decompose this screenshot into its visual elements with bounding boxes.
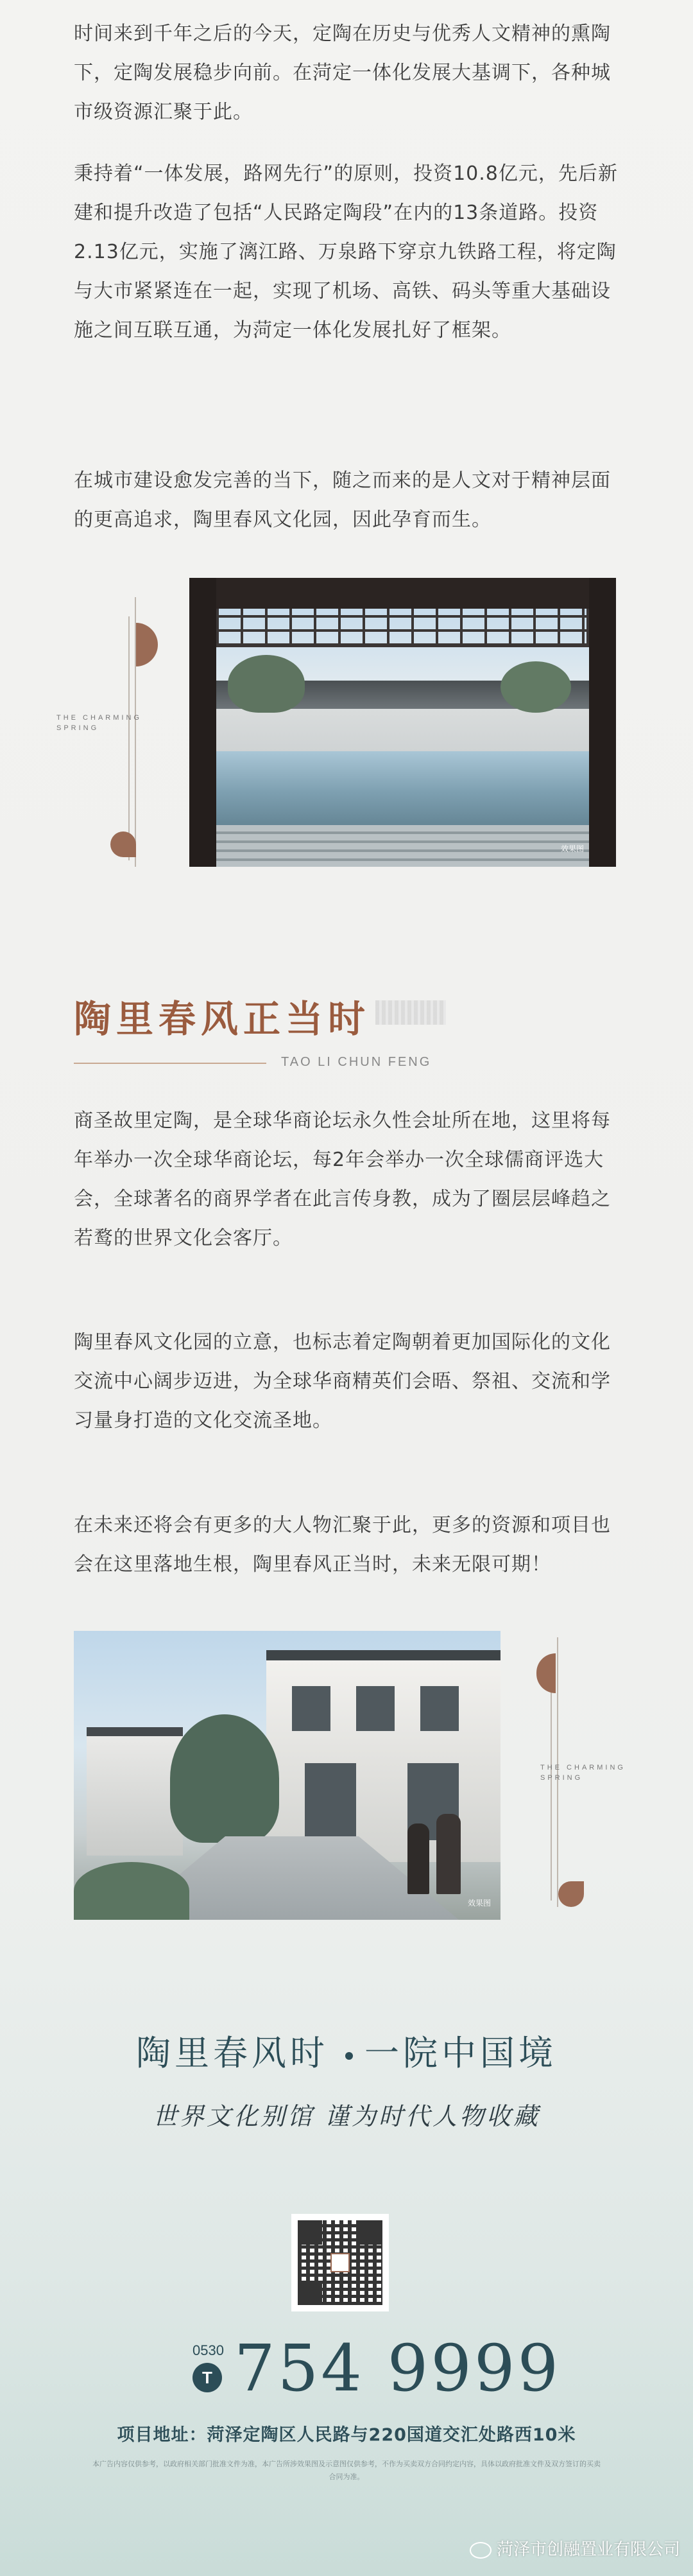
disclaimer: 本广告内容仅供参考，以政府相关部门批准文件为准，本广告所涉效果图及示意图仅供参考，不作为买卖双方合同约定内容，具体以政府批准文件及双方签订的买卖合同为准。 — [92, 2460, 601, 2481]
intro-paragraph-2: 秉持着“一体发展，路网先行”的原则，投资10.8亿元，先后新建和提升改造了包括“人民路定陶段”在内的13条道路。投资2.13亿元，实施了漓江路、万泉路下穿京九铁路工程，将定陶与大市紧紧连在一起，实现了机场、高铁、码头等重大基础设施之间互联互通，为菏定一体化发展扎好了框架。 — [74, 162, 618, 342]
deco-drop — [110, 831, 136, 857]
title-underline — [74, 1063, 266, 1064]
deco-half-circle — [536, 1653, 556, 1693]
image-tag: 效果图 — [560, 844, 584, 853]
wechat-icon — [470, 2542, 492, 2559]
section-paragraph-1: 商圣故里定陶，是全球华商论坛永久性会址所在地，这里将每年举办一次全球华商论坛，每2年会举办一次全球儒商评选大会，全球著名的商界学者在此言传身教，成为了圈层层峰趋之若鹜的世界文化会客厅。 — [74, 1110, 611, 1249]
courtyard-image — [189, 578, 616, 867]
watermark — [470, 2536, 680, 2560]
watermark-text: 菏泽市创融置业有限公司 — [496, 2540, 680, 2559]
phone-icon: T — [193, 2363, 222, 2392]
deco-drop — [558, 1881, 584, 1907]
side-label-1: THE CHARMING SPRING — [56, 714, 142, 732]
tel-number[interactable]: 754 9999 — [234, 2331, 561, 2406]
intro-paragraph-3: 在城市建设愈发完善的当下，随之而来的是人文对于精神层面的更高追求，陶里春风文化园，因此孕育而生。 — [74, 469, 611, 531]
slogan-left: 陶里春风时 — [136, 2033, 329, 2073]
villa-image — [74, 1631, 501, 1920]
side-label-2: THE CHARMING SPRING — [540, 1764, 626, 1782]
slogan-right: 一院中国境 — [364, 2033, 557, 2073]
tel-area-code: 0530 — [193, 2342, 224, 2358]
qr-logo-icon — [330, 2253, 350, 2272]
slogan — [0, 2026, 693, 2075]
section-subtitle: TAO LI CHUN FENG — [281, 1055, 432, 1069]
script-tagline: 世界文化别馆 谨为时代人物收藏 — [152, 2102, 541, 2130]
qr-code[interactable] — [291, 2214, 389, 2311]
slogan-dot — [345, 2052, 353, 2060]
deco-half-circle — [136, 623, 158, 666]
section-title: 陶里春风正当时 — [74, 997, 371, 1041]
project-address: 项目地址：菏泽定陶区人民路与220国道交汇处路西10米 — [117, 2425, 576, 2445]
image-tag: 效果图 — [467, 1899, 491, 1908]
section-paragraph-3: 在未来还将会有更多的大人物汇聚于此，更多的资源和项目也会在这里落地生根，陶里春风正当时，未来无限可期！ — [74, 1514, 611, 1576]
section-paragraph-2: 陶里春风文化园的立意，也标志着定陶朝着更加国际化的文化交流中心阔步迈进，为全球华商精英们会晤、祭祖、交流和学习量身打造的文化交流圣地。 — [74, 1331, 611, 1432]
intro-paragraph-1: 时间来到千年之后的今天，定陶在历史与优秀人文精神的熏陶下，定陶发展稳步向前。在菏定一体化发展大基调下，各种城市级资源汇聚于此。 — [74, 22, 611, 123]
deco-line — [128, 616, 130, 860]
title-pattern-deco — [375, 1000, 446, 1025]
